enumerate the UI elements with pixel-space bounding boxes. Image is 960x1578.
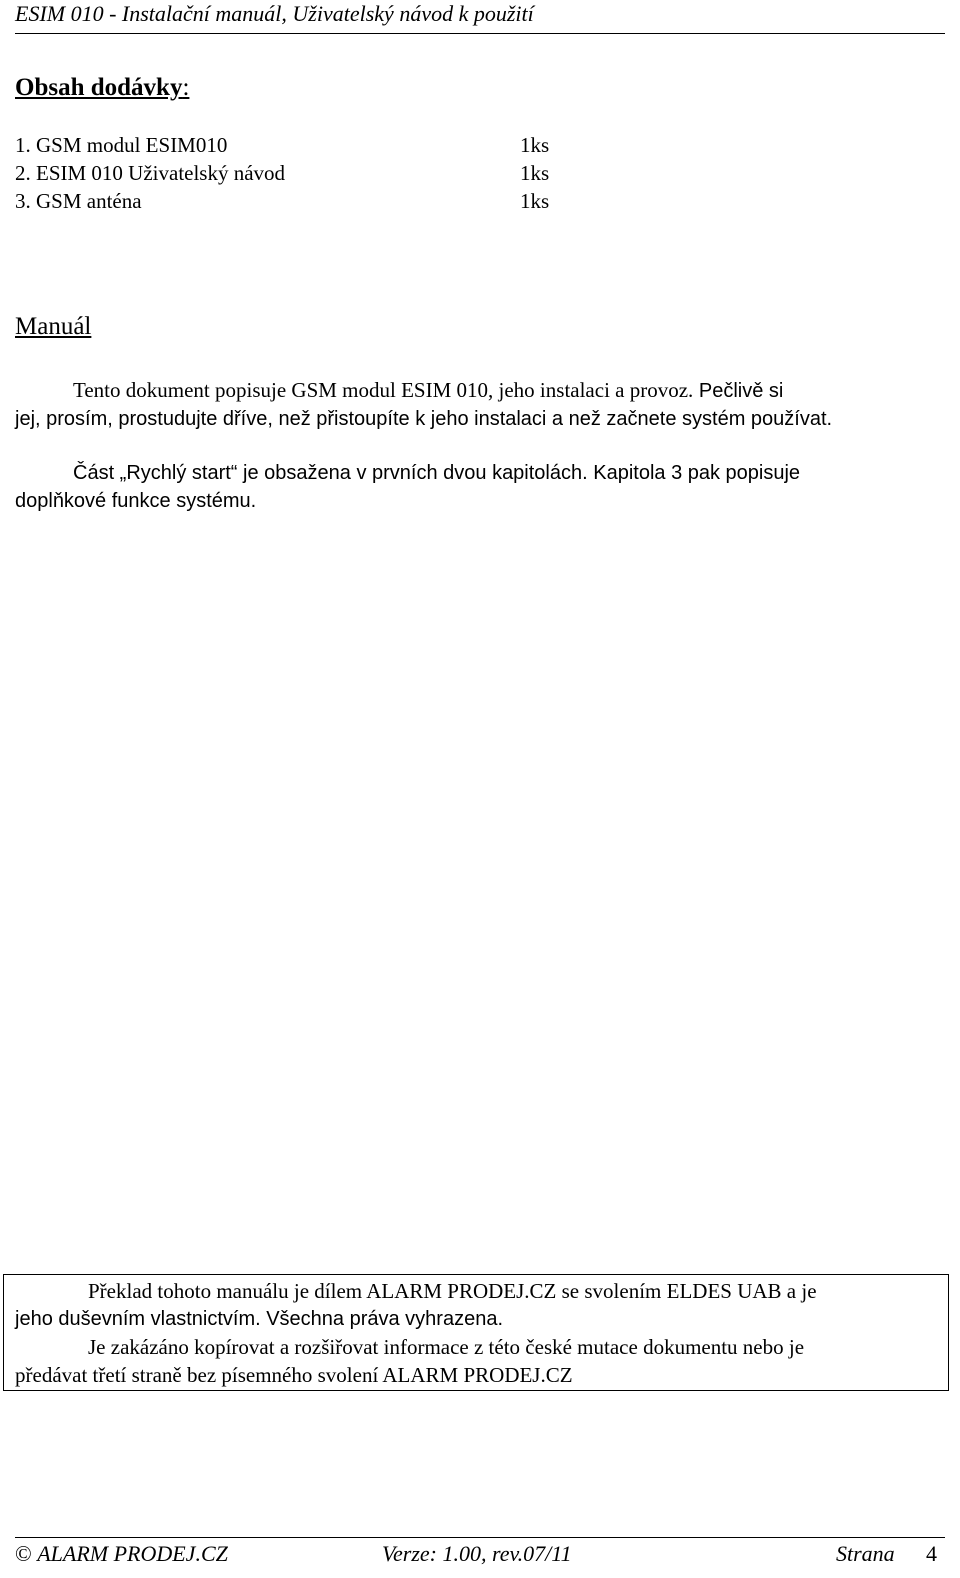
paragraph-line: jej, prosím, prostudujte dříve, než přistoupíte k jeho instalaci a než začnete systém používat. <box>15 408 833 430</box>
manual-paragraph-intro <box>15 376 915 433</box>
list-item-quantity: 1ks <box>520 133 550 157</box>
footer-page-label: Strana <box>836 1541 895 1566</box>
footer-version: Verze: 1.00, rev.07/11 <box>382 1541 572 1566</box>
list-item <box>15 131 575 159</box>
list-item-text: 3. GSM anténa <box>15 189 142 213</box>
footer-page <box>836 1540 937 1570</box>
footer-divider <box>15 1537 945 1538</box>
notice-line: předávat třetí straně bez písemného svolení ALARM PRODEJ.CZ <box>15 1363 573 1387</box>
list-item-quantity: 1ks <box>520 161 550 185</box>
footer-company: ALARM PRODEJ.CZ <box>37 1541 228 1566</box>
list-item-text: 2. ESIM 010 Uživatelský návod <box>15 161 286 185</box>
notice-line: jeho duševním vlastnictvím. Všechna práva vyhrazena. <box>15 1308 504 1330</box>
paragraph-line: doplňkové funkce systému. <box>15 490 257 512</box>
list-item-text: 1. GSM modul ESIM010 <box>15 133 228 157</box>
list-item <box>15 159 575 187</box>
paragraph-text-sans: Pečlivě si <box>693 380 784 402</box>
footer-copyright <box>15 1540 228 1570</box>
paragraph-line: Část „Rychlý start“ je obsažena v prvních dvou kapitolách. Kapitola 3 pak popisuje <box>73 462 801 484</box>
document-header-title: ESIM 010 - Instalační manuál, Uživatelský návod k použití <box>15 1 534 26</box>
header-divider <box>15 33 945 34</box>
paragraph-line <box>15 376 915 405</box>
contents-heading <box>15 73 189 103</box>
copyright-icon: © <box>15 1541 32 1566</box>
contents-heading-colon: : <box>182 74 190 101</box>
list-item-quantity: 1ks <box>520 189 550 213</box>
copyright-notice-text <box>15 1277 945 1389</box>
notice-line: Překlad tohoto manuálu je dílem ALARM PRODEJ.CZ se svolením ELDES UAB a je <box>88 1279 817 1303</box>
contents-heading-text: Obsah dodávky <box>15 74 183 101</box>
footer-page-number: 4 <box>926 1541 937 1566</box>
paragraph-text-serif: Tento dokument popisuje GSM modul ESIM 010, jeho instalaci a provoz. <box>73 378 694 402</box>
manual-heading: Manuál <box>15 313 92 340</box>
list-item <box>15 187 575 215</box>
manual-paragraph-quickstart <box>15 459 915 515</box>
notice-line: Je zakázáno kopírovat a rozšiřovat informace z této české mutace dokumentu nebo je <box>88 1335 805 1359</box>
